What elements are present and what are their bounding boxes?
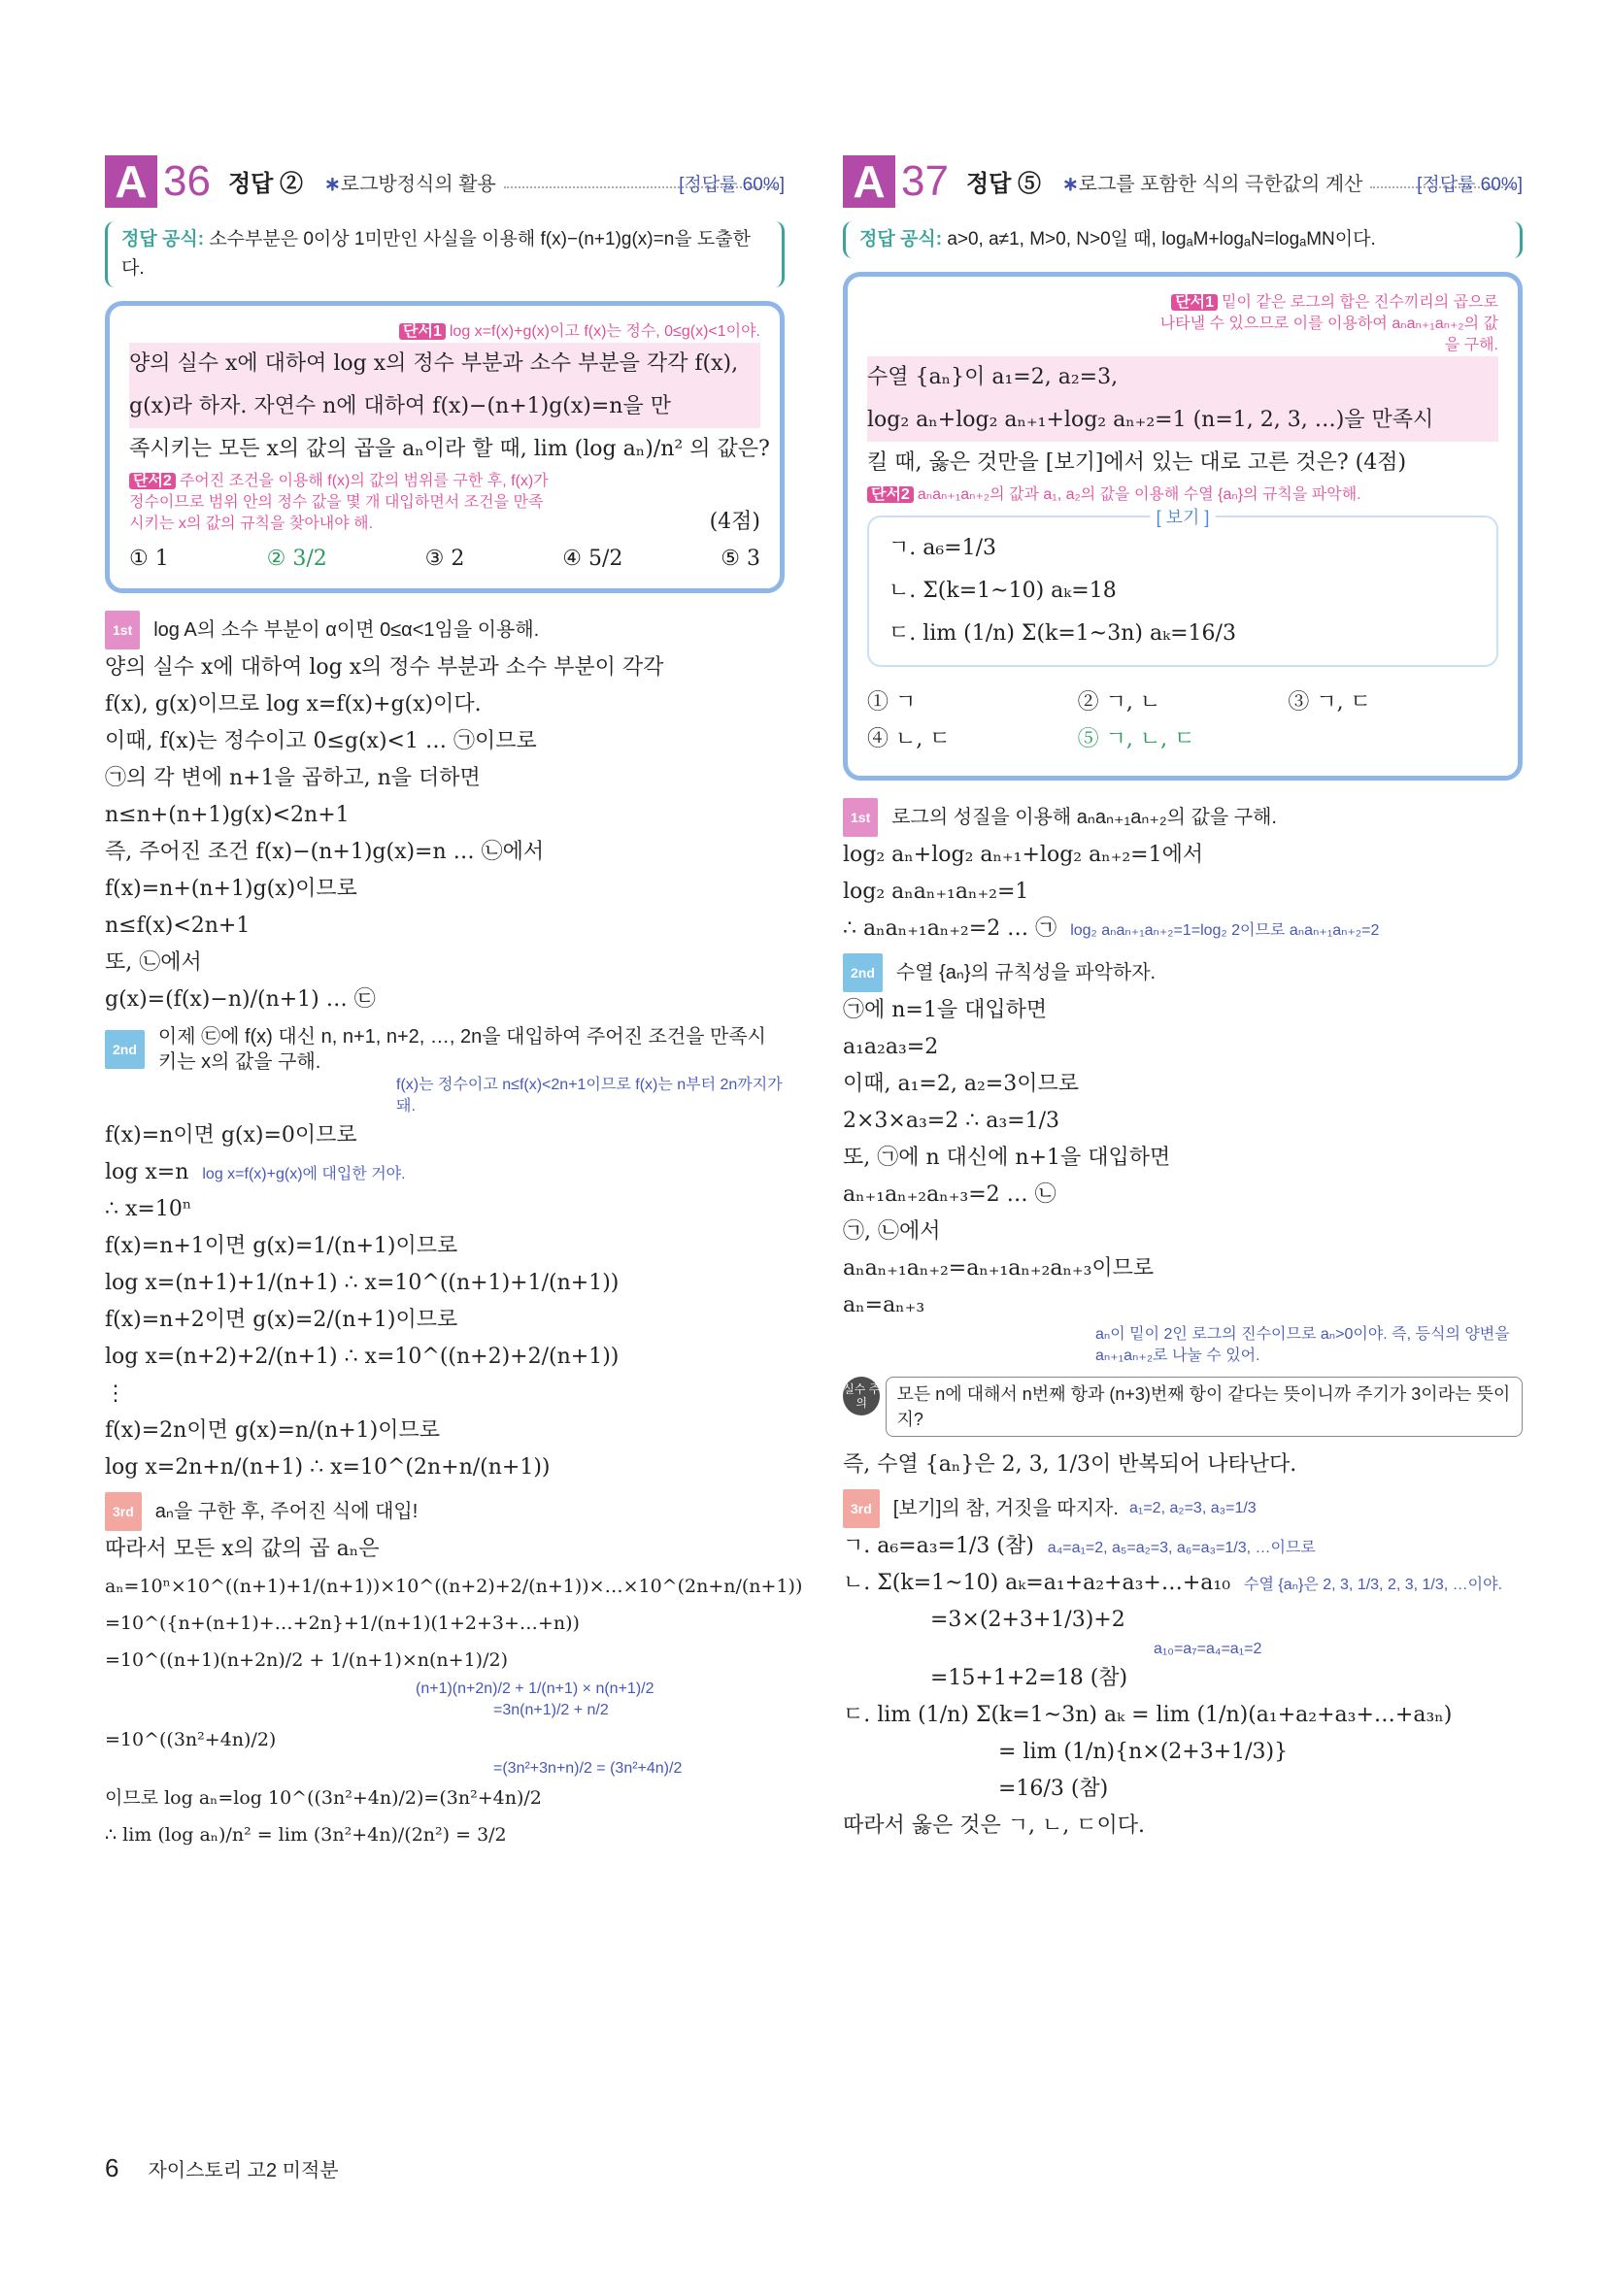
- sol-line: f(x), g(x)이므로 log x=f(x)+g(x)이다.: [105, 692, 482, 716]
- sol-line: aₙ₊₁aₙ₊₂aₙ₊₃=2 … ㉡: [843, 1182, 1057, 1207]
- sol-line: ⋮: [105, 1381, 126, 1406]
- choice-5: ⑤ 3: [721, 547, 760, 571]
- formula-label: 정답 공식:: [859, 229, 943, 250]
- sol-line: 따라서 모든 x의 값의 곱 aₙ은: [105, 1537, 380, 1561]
- sol3-note: a₁₀=a₇=a₄=a₁=2: [1154, 1641, 1262, 1657]
- topic: ∗로그방정식의 활용: [324, 174, 496, 195]
- problem-line: 킬 때, 옳은 것만을 [보기]에서 있는 대로 고른 것은? (4점): [867, 450, 1407, 475]
- hint-2: 단서2 주어진 조건을 이용해 f(x)의 값의 범위를 구한 후, f(x)가 정수이므로 범위 안의 정수 값을 몇 개 대입하면서 조건을 만족시키는 x의 값의 규칙을 찾아내야 해.: [129, 473, 549, 532]
- sol-line: f(x)=n+1이면 g(x)=1/(n+1)이므로: [105, 1234, 458, 1258]
- sol3-note: =3n(n+1)/2 + n/2: [493, 1702, 609, 1718]
- sol-line: f(x)=2n이면 g(x)=n/(n+1)이므로: [105, 1418, 441, 1443]
- problem-36-column: [105, 146, 803, 1853]
- correct-rate: [정답률 60%]: [1417, 175, 1523, 195]
- choice-1: ① 1: [129, 547, 169, 571]
- sol-line: g(x)=(f(x)−n)/(n+1) … ㉢: [105, 987, 376, 1012]
- step-2-note: f(x)는 정수이고 n≤f(x)<2n+1이므로 f(x)는 n부터 2n까지가 돼.: [396, 1077, 783, 1115]
- bogi-item: ㄷ. lim (1/n) Σ(k=1~3n) aₖ=16/3: [889, 621, 1236, 646]
- choice-3: ③ 2: [424, 547, 465, 571]
- sol-line: =3×(2+3+1/3)+2: [930, 1608, 1125, 1632]
- sol-line: =10^((3n²+4n)/2): [105, 1729, 277, 1750]
- problem-line: g(x)라 하자. 자연수 n에 대하여 f(x)−(n+1)g(x)=n을 만: [129, 385, 760, 428]
- sol3-note: 수열 {aₙ}은 2, 3, 1/3, 2, 3, 1/3, …이야.: [1244, 1577, 1503, 1593]
- hint-2: 단서2 aₙaₙ₊₁aₙ₊₂의 값과 a₁, a₂의 값을 이용해 수열 {aₙ}의 규칙을 파악해.: [867, 484, 1498, 506]
- step-1: 1st log A의 소수 부분이 α이면 0≤α<1임을 이용해.: [105, 611, 785, 649]
- sol-line: ㄷ. lim (1/n) Σ(k=1~3n) aₖ = lim (1/n)(a₁+a₂+a₃+…+a₃ₙ): [843, 1703, 1453, 1727]
- hint-1: 단서1 밑이 같은 로그의 합은 진수끼리의 곱으로 나타낼 수 있으므로 이를 이용하여 aₙaₙ₊₁aₙ₊₂의 값을 구해.: [1159, 294, 1498, 353]
- formula-label: 정답 공식:: [121, 229, 205, 250]
- sol-line: 양의 실수 x에 대하여 log x의 정수 부분과 소수 부분이 각각: [105, 655, 664, 680]
- problem-number: 36: [163, 157, 211, 205]
- page-number: 6: [105, 2153, 119, 2182]
- sol1-note: log₂ aₙaₙ₊₁aₙ₊₂=1=log₂ 2이므로 aₙaₙ₊₁aₙ₊₂=2: [1070, 922, 1380, 939]
- sol-line: ∴ lim (log aₙ)/n² = lim (3n²+4n)/(2n²) = 3/2: [105, 1824, 507, 1846]
- problem-37-header: [843, 146, 1523, 208]
- sol-line: 이때, a₁=2, a₂=3이므로: [843, 1072, 1079, 1096]
- formula-text: 소수부분은 0이상 1미만인 사실을 이용해 f(x)−(n+1)g(x)=n을 도출한다.: [121, 229, 751, 279]
- sol-line: 따라서 옳은 것은 ㄱ, ㄴ, ㄷ이다.: [843, 1814, 1145, 1838]
- problem-line: 족시키는 모든 x의 값의 곱을 aₙ이라 할 때, lim (log aₙ)/n² 의 값은?: [129, 437, 770, 461]
- step-2: 2nd 이제 ㉢에 f(x) 대신 n, n+1, n+2, …, 2n을 대입하여 주어진 조건을 만족시키는 x의 값을 구해.: [105, 1024, 785, 1075]
- choice-3: ③ ㄱ, ㄷ: [1288, 690, 1371, 715]
- sol-line: ㉠, ㉡에서: [843, 1219, 941, 1244]
- sol-line: 즉, 주어진 조건 f(x)−(n+1)g(x)=n … ㉡에서: [105, 840, 545, 864]
- sol-line: log₂ aₙ+log₂ aₙ₊₁+log₂ aₙ₊₂=1에서: [843, 843, 1204, 867]
- step-3: 3rd [보기]의 참, 거짓을 따지자. a₁=2, a₂=3, a₃=1/3: [843, 1489, 1523, 1528]
- step-2: 2nd 수열 {aₙ}의 규칙성을 파악하자.: [843, 953, 1523, 992]
- choice-2: ② ㄱ, ㄴ: [1077, 690, 1161, 715]
- section-badge: A: [105, 155, 157, 208]
- sol-line: ∴ aₙaₙ₊₁aₙ₊₂=2 … ㉠ log₂ aₙaₙ₊₁aₙ₊₂=1=log₂ 2이므로 aₙaₙ₊₁aₙ₊₂=2: [843, 916, 1380, 941]
- problem-37-column: [843, 146, 1523, 1845]
- choices: [129, 547, 760, 571]
- problem-box: [843, 272, 1523, 781]
- problem-line: log₂ aₙ+log₂ aₙ₊₁+log₂ aₙ₊₂=1 (n=1, 2, 3, …)을 만족시: [867, 399, 1498, 442]
- sol-line: f(x)=n이면 g(x)=0이므로: [105, 1123, 357, 1148]
- sol-line: = lim (1/n){n×(2+3+1/3)}: [998, 1740, 1289, 1764]
- star-icon: ∗: [324, 174, 341, 195]
- sol-line: a₁a₂a₃=2: [843, 1035, 939, 1059]
- section-badge: A: [843, 155, 895, 208]
- sol-line: 또, ㉠에 n 대신에 n+1을 대입하면: [843, 1146, 1171, 1170]
- choice-5-correct: ⑤ ㄱ, ㄴ, ㄷ: [1077, 727, 1195, 751]
- sol2-note: log x=f(x)+g(x)에 대입한 거야.: [202, 1166, 406, 1182]
- choice-2-correct: ② 3/2: [266, 547, 327, 571]
- sol-line: =15+1+2=18 (참): [930, 1666, 1128, 1690]
- hint-1: 단서1 log x=f(x)+g(x)이고 f(x)는 정수, 0≤g(x)<1이야.: [129, 321, 760, 343]
- topic: ∗로그를 포함한 식의 극한값의 계산: [1062, 174, 1363, 195]
- sol-line: log₂ aₙaₙ₊₁aₙ₊₂=1: [843, 880, 1029, 904]
- choice-1: ① ㄱ: [867, 690, 917, 715]
- problem-36-header: [105, 146, 785, 208]
- problem-text: [129, 343, 770, 471]
- sol-line: log x=(n+1)+1/(n+1) ∴ x=10^((n+1)+1/(n+1)): [105, 1271, 620, 1295]
- problem-line: 양의 실수 x에 대하여 log x의 정수 부분과 소수 부분을 각각 f(x),: [129, 343, 760, 385]
- sol-line: aₙ=10ⁿ×10^((n+1)+1/(n+1))×10^((n+2)+2/(n+1))×…×10^(2n+n/(n+1)): [105, 1576, 803, 1597]
- choice-4: ④ ㄴ, ㄷ: [867, 727, 951, 751]
- answer-label: 정답 ②: [227, 171, 303, 197]
- sol-line: log x=n log x=f(x)+g(x)에 대입한 거야.: [105, 1160, 406, 1184]
- sol3-note: (n+1)(n+2n)/2 + 1/(n+1) × n(n+1)/2: [416, 1680, 654, 1697]
- bogi-title: [ 보기 ]: [1151, 504, 1216, 529]
- step-1: 1st 로그의 성질을 이용해 aₙaₙ₊₁aₙ₊₂의 값을 구해.: [843, 798, 1523, 837]
- sol-line: f(x)=n+(n+1)g(x)이므로: [105, 877, 357, 901]
- sol-line: =10^((n+1)(n+2n)/2 + 1/(n+1)×n(n+1)/2): [105, 1649, 508, 1671]
- sol-line: ㉠의 각 변에 n+1을 곱하고, n을 더하면: [105, 766, 481, 790]
- choices: [867, 684, 1498, 758]
- sol-line: aₙaₙ₊₁aₙ₊₂=aₙ₊₁aₙ₊₂aₙ₊₃이므로: [843, 1256, 1155, 1281]
- sol-line: ㄱ. a₆=a₃=1/3 (참) a₄=a₁=2, a₅=a₂=3, a₆=a₃=1/3, …이므로: [843, 1534, 1316, 1558]
- bogi-item: ㄴ. Σ(k=1~10) aₖ=18: [889, 579, 1117, 603]
- mistake-bubble: 모든 n에 대해서 n번째 항과 (n+3)번째 항이 같다는 뜻이니까 주기가 3이라는 뜻이지?: [886, 1377, 1523, 1437]
- points: (4점): [709, 510, 760, 534]
- sol-line: =16/3 (참): [998, 1777, 1109, 1801]
- book-title: 자이스토리 고2 미적분: [148, 2160, 339, 2181]
- problem-box: [105, 301, 785, 593]
- solution-37: [843, 798, 1523, 1845]
- sol-line: n≤n+(n+1)g(x)<2n+1: [105, 803, 350, 827]
- sol-line: log x=2n+n/(n+1) ∴ x=10^(2n+n/(n+1)): [105, 1455, 551, 1480]
- step-3: 3rd aₙ을 구한 후, 주어진 식에 대입!: [105, 1492, 785, 1531]
- solution-36: [105, 611, 803, 1853]
- sol2-note: aₙ이 밑이 2인 로그의 진수이므로 aₙ>0이야. 즉, 등식의 양변을 aₙ₊₁aₙ₊₂로 나눌 수 있어.: [1095, 1326, 1510, 1364]
- bogi-box: [867, 508, 1498, 667]
- sol-line: log x=(n+2)+2/(n+1) ∴ x=10^((n+2)+2/(n+1)): [105, 1345, 620, 1369]
- problem-number: 37: [901, 157, 949, 205]
- choice-4: ④ 5/2: [562, 547, 623, 571]
- bogi-item: ㄱ. a₆=1/3: [889, 536, 997, 560]
- sol-line: 2×3×a₃=2 ∴ a₃=1/3: [843, 1109, 1059, 1133]
- sol-line: ∴ x=10ⁿ: [105, 1197, 192, 1221]
- sol-line: 이므로 log aₙ=log 10^((3n²+4n)/2)=(3n²+4n)/2: [105, 1787, 542, 1809]
- sol-line: ㄴ. Σ(k=1~10) aₖ=a₁+a₂+a₃+…+a₁₀ 수열 {aₙ}은 2, 3, 1/3, 2, 3, 1/3, …이야.: [843, 1571, 1503, 1595]
- answer-formula: [105, 221, 785, 287]
- sol-line: ㉠에 n=1을 대입하면: [843, 998, 1048, 1022]
- star-icon: ∗: [1062, 174, 1079, 195]
- sol-line: aₙ=aₙ₊₃: [843, 1293, 925, 1317]
- sol-line: 또, ㉡에서: [105, 950, 202, 975]
- problem-line: 수열 {aₙ}이 a₁=2, a₂=3,: [867, 356, 1498, 399]
- sol3-note: a₄=a₁=2, a₅=a₂=3, a₆=a₃=1/3, …이므로: [1047, 1540, 1316, 1556]
- page-footer: [105, 2153, 339, 2183]
- sol-line: n≤f(x)<2n+1: [105, 914, 251, 938]
- problem-text: [867, 356, 1498, 484]
- correct-rate: [정답률 60%]: [679, 175, 785, 195]
- sol-line: f(x)=n+2이면 g(x)=2/(n+1)이므로: [105, 1308, 458, 1332]
- sol-line: 이때, f(x)는 정수이고 0≤g(x)<1 … ㉠이므로: [105, 729, 537, 753]
- sol-line: 즉, 수열 {aₙ}은 2, 3, 1/3이 반복되어 나타난다.: [843, 1452, 1297, 1477]
- answer-formula: [843, 221, 1523, 258]
- formula-text: a>0, a≠1, M>0, N>0일 때, logₐM+logₐN=logₐMN이다.: [947, 229, 1376, 250]
- sol-line: =10^({n+(n+1)+…+2n}+1/(n+1)(1+2+3+…+n)): [105, 1613, 580, 1634]
- sol3-note: =(3n²+3n+n)/2 = (3n²+4n)/2: [493, 1760, 683, 1777]
- step3-note: a₁=2, a₂=3, a₃=1/3: [1129, 1500, 1257, 1516]
- mistake-callout: [843, 1377, 1523, 1437]
- mistake-icon: 실수 주의: [843, 1377, 880, 1415]
- answer-label: 정답 ⑤: [965, 171, 1041, 197]
